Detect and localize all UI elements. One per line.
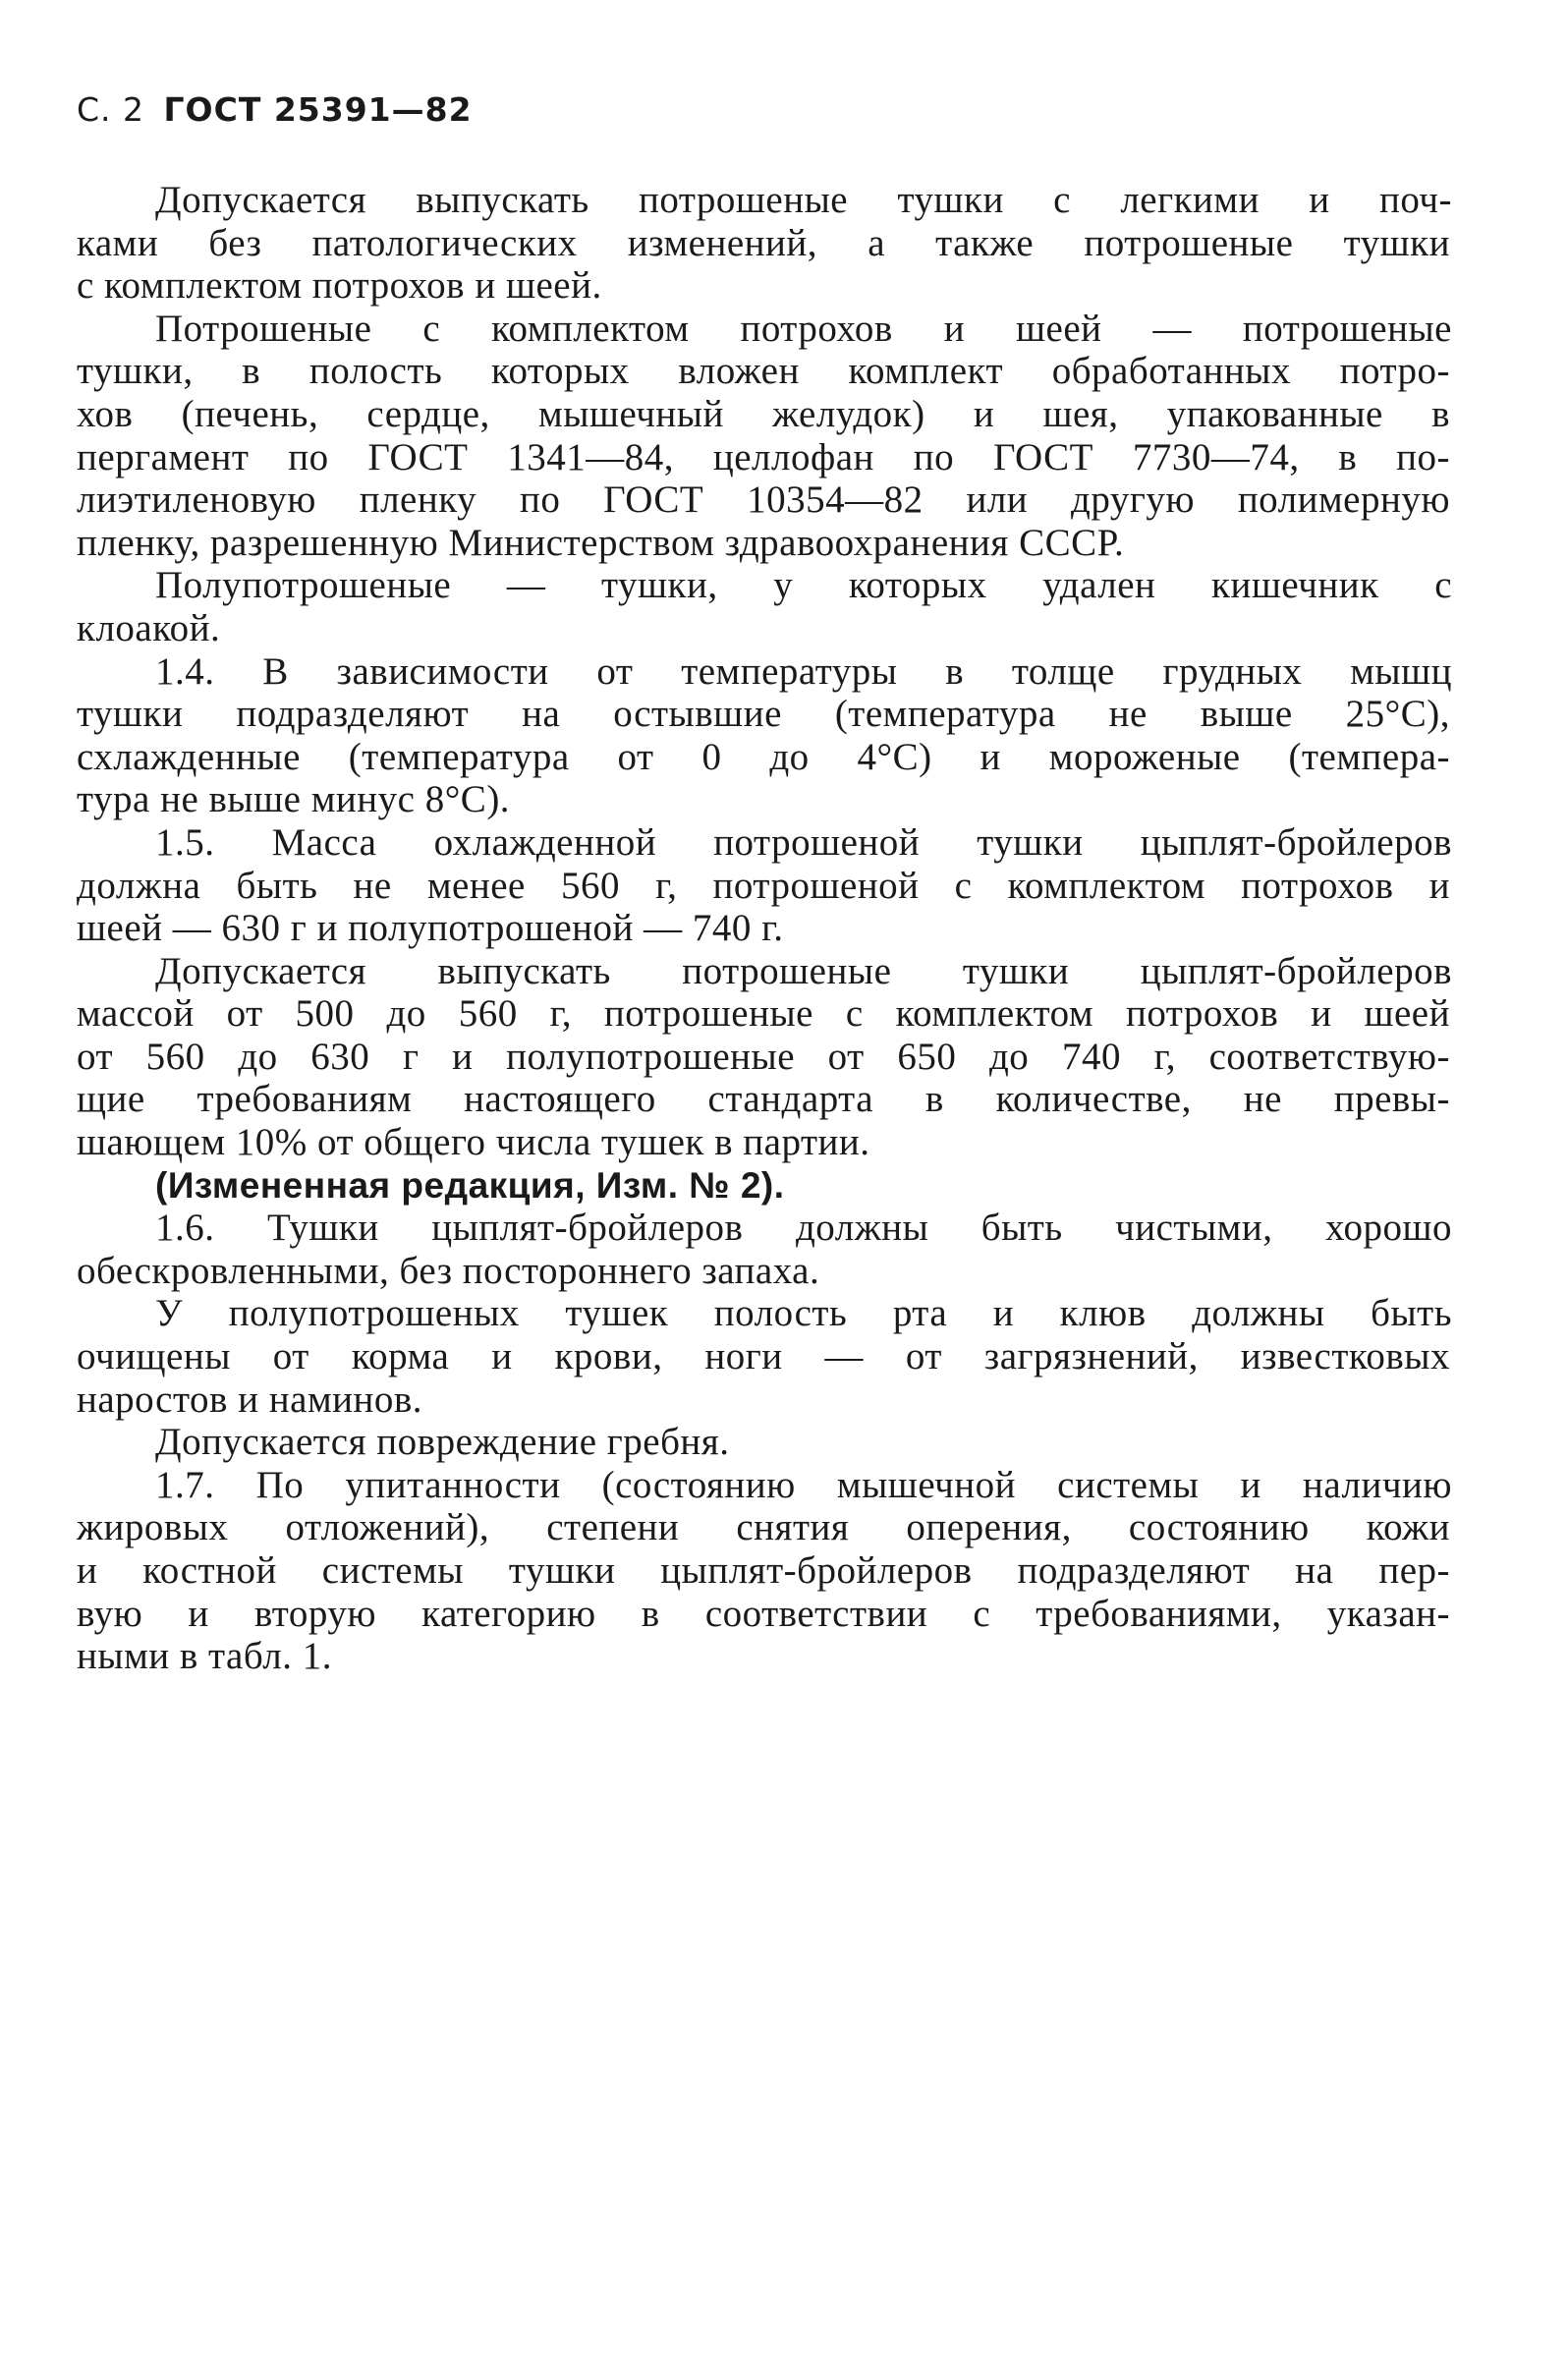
text-line: (Измененная редакция, Изм. № 2). <box>155 1164 785 1206</box>
text-line: Допускается выпускать потрошеные тушки цыплят-бройлеров <box>155 949 1452 992</box>
standard-designation: ГОСТ 25391—82 <box>163 90 473 129</box>
text-line: 1.4. В зависимости от температуры в толще грудных мышц <box>155 649 1452 693</box>
text-line: тушки, в полость которых вложен комплект обработанных потро- <box>77 350 1450 393</box>
text-line: от 560 до 630 г и полупотрошеные от 650 до 740 г, соответствую- <box>77 1035 1450 1078</box>
text-line: пленку, разрешенную Министерством здравоохранения СССР. <box>77 521 1125 564</box>
text-line: с комплектом потрохов и шеей. <box>77 264 602 308</box>
text-line: щие требованиям настоящего стандарта в количестве, не превы- <box>77 1078 1450 1121</box>
page-number: С. 2 <box>77 90 145 129</box>
text-line: должна быть не менее 560 г, потрошеной с комплектом потрохов и <box>77 864 1450 907</box>
body-text <box>77 179 1452 1678</box>
text-line: шеей — 630 г и полупотрошеной — 740 г. <box>77 907 784 950</box>
paragraph <box>77 179 1452 308</box>
text-line: У полупотрошеных тушек полость рта и клюв должны быть <box>155 1292 1452 1335</box>
paragraph <box>77 564 1452 649</box>
text-line: очищены от корма и крови, ноги — от загрязнений, известковых <box>77 1335 1450 1378</box>
paragraph <box>77 949 1452 1164</box>
text-line: ными в табл. 1. <box>77 1635 332 1678</box>
text-line: клоакой. <box>77 606 221 649</box>
text-line: вую и вторую категорию в соответствии с требованиями, указан- <box>77 1592 1450 1635</box>
text-line: Допускается повреждение гребня. <box>155 1421 730 1464</box>
text-line: схлажденные (температура от 0 до 4°С) и мороженые (темпера- <box>77 735 1450 778</box>
text-line: и костной системы тушки цыплят-бройлеров подразделяют на пер- <box>77 1549 1450 1592</box>
text-line: Полупотрошеные — тушки, у которых удален кишечник с <box>155 564 1452 607</box>
text-line: хов (печень, сердце, мышечный желудок) и шея, упакованные в <box>77 392 1450 435</box>
paragraph <box>155 1164 1452 1208</box>
paragraph <box>77 307 1452 565</box>
text-line: жировых отложений), степени снятия оперения, состоянию кожи <box>77 1506 1450 1549</box>
paragraph <box>77 820 1452 950</box>
paragraph <box>77 1207 1452 1292</box>
paragraph <box>77 649 1452 821</box>
text-line: Потрошеные с комплектом потрохов и шеей — потрошеные <box>155 307 1452 350</box>
text-line: 1.5. Масса охлажденной потрошеной тушки цыплят-бройлеров <box>155 820 1452 864</box>
running-head <box>77 90 473 129</box>
paragraph <box>77 1292 1452 1421</box>
paragraph <box>155 1421 1452 1464</box>
text-line: Допускается выпускать потрошеные тушки с легкими и поч- <box>155 179 1452 221</box>
text-line: пергамент по ГОСТ 1341—84, целлофан по ГОСТ 7730—74, в по- <box>77 435 1450 478</box>
text-line: 1.7. По упитанности (состоянию мышечной системы и наличию <box>155 1463 1452 1506</box>
text-line: массой от 500 до 560 г, потрошеные с комплектом потрохов и шеей <box>77 992 1450 1036</box>
text-line: наростов и наминов. <box>77 1377 423 1421</box>
text-line: тушки подразделяют на остывшие (температура не выше 25°С), <box>77 693 1450 736</box>
text-line: тура не выше минус 8°С). <box>77 778 511 821</box>
paragraph <box>77 1463 1452 1678</box>
text-line: 1.6. Тушки цыплят-бройлеров должны быть чистыми, хорошо <box>155 1207 1452 1250</box>
text-line: ками без патологических изменений, а также потрошеные тушки <box>77 221 1450 264</box>
text-line: шающем 10% от общего числа тушек в партии. <box>77 1121 870 1164</box>
text-line: лиэтиленовую пленку по ГОСТ 10354—82 или другую полимерную <box>77 478 1450 522</box>
text-line: обескровленными, без постороннего запаха. <box>77 1249 820 1292</box>
